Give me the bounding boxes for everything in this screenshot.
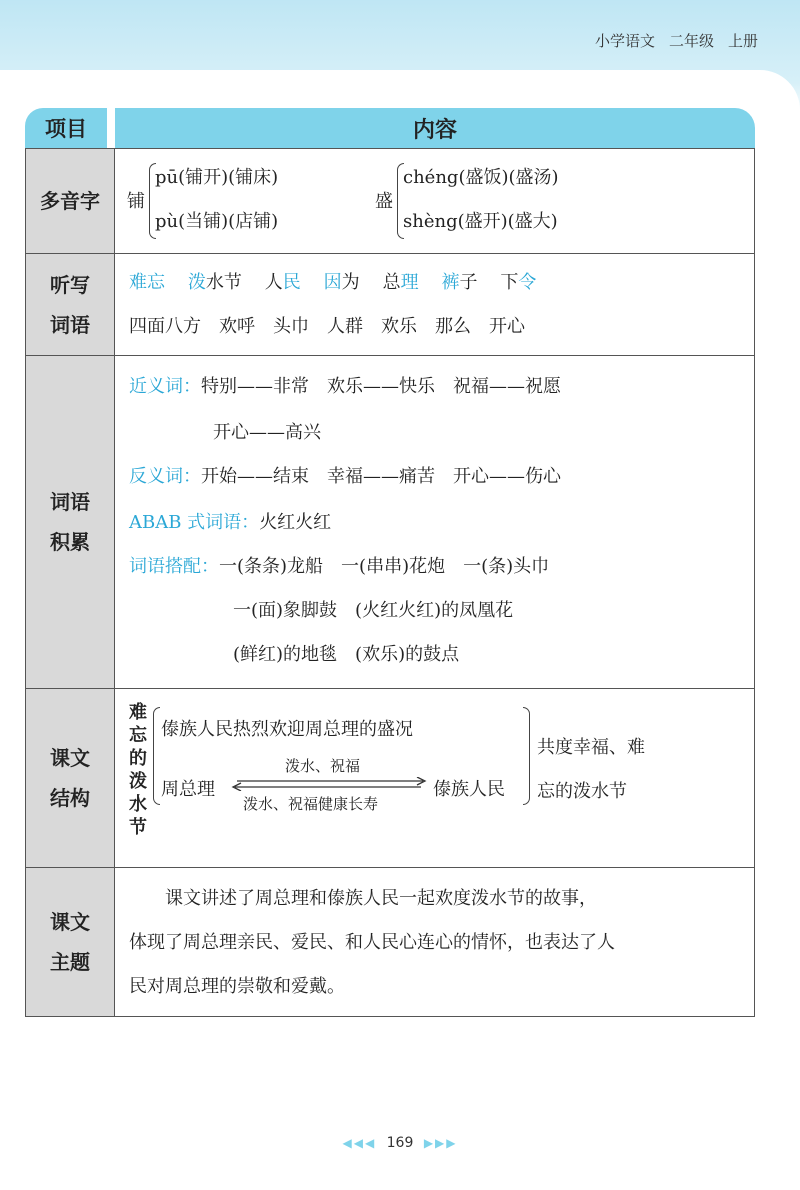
- header-content: 内容: [115, 108, 755, 148]
- synonyms-line-2: 开心——高兴: [213, 422, 321, 443]
- structure-summary-2: 忘的泼水节: [537, 781, 627, 802]
- abab-line: [129, 508, 331, 534]
- label-theme: [26, 868, 115, 1016]
- dictation-word-4b: 为: [341, 272, 360, 293]
- book-grade: 二年级: [668, 32, 714, 50]
- structure-left: 周总理: [161, 779, 215, 800]
- structure-brace-left: [153, 707, 160, 805]
- dictation-word-7b: 令: [518, 272, 537, 293]
- title-char: 泼: [129, 771, 147, 792]
- structure-title: [127, 701, 149, 839]
- dictation-line-1: [129, 268, 536, 294]
- dictation-line-2: 四面八方 欢呼 头巾 人群 欢乐 那么 开心: [129, 316, 525, 337]
- dictation-word-7a: 下: [500, 272, 519, 293]
- dictation-word-4a: 因: [323, 272, 342, 293]
- synonyms-label: 近义词：: [129, 376, 201, 397]
- dictation-word-3b: 民: [282, 272, 301, 293]
- header-band: [0, 0, 800, 118]
- label-structure-2: 结构: [50, 786, 90, 810]
- arrow-bottom-label: 泼水、祝福健康长寿: [243, 795, 379, 813]
- polyphone-2-reading-1: chéng(盛饭)(盛汤): [403, 167, 559, 188]
- theme-line-2: 体现了周总理亲民、爱民、和人民心连心的情怀，也表达了人: [129, 932, 615, 953]
- row-dictation: [26, 253, 754, 355]
- structure-summary-1: 共度幸福、难: [537, 737, 645, 758]
- label-vocab-2: 积累: [50, 530, 90, 554]
- label-structure: [26, 689, 115, 867]
- antonyms-text: 开始——结束 幸福——痛苦 开心——伤心: [201, 466, 561, 487]
- double-arrow-icon: [229, 777, 429, 791]
- title-char: 的: [129, 748, 147, 769]
- synonyms-text-1: 特别——非常 欢乐——快乐 祝福——祝愿: [201, 376, 561, 397]
- polyphone-char-2: 盛: [375, 191, 393, 212]
- summary-table: [25, 108, 755, 1017]
- polyphone-char-1: 铺: [127, 191, 145, 212]
- label-dictation: [26, 254, 115, 355]
- dictation-word-5b: 理: [400, 272, 419, 293]
- label-vocab-1: 词语: [50, 490, 90, 514]
- dictation-word-2a: 泼: [187, 272, 206, 293]
- synonyms-line-1: [129, 372, 561, 398]
- book-volume: 上册: [727, 32, 758, 50]
- page-number: 169: [386, 1135, 414, 1151]
- abab-label: ABAB 式词语：: [129, 512, 260, 533]
- polyphone-2-reading-2: shèng(盛开)(盛大): [403, 211, 558, 232]
- label-dictation-1: 听写: [50, 272, 90, 297]
- title-char: 节: [129, 817, 147, 838]
- polyphone-1-reading-1: pū(铺开)(铺床): [155, 167, 279, 188]
- label-vocab: [26, 356, 115, 688]
- dictation-word-2b: 水节: [205, 272, 242, 293]
- dictation-word-6a: 裤: [441, 272, 460, 293]
- collocation-line-2: 一(面)象脚鼓 (火红火红)的凤凰花: [233, 600, 514, 621]
- antonyms-line: [129, 462, 561, 488]
- collocation-text-1: 一(条条)龙船 一(串串)花炮 一(条)头巾: [219, 556, 550, 577]
- left-arrows-icon: ◀◀◀: [342, 1136, 377, 1150]
- structure-brace-right: [523, 707, 530, 805]
- dictation-word-3a: 人: [264, 272, 283, 293]
- label-theme-2: 主题: [50, 950, 90, 974]
- theme-line-3: 民对周总理的崇敬和爱戴。: [129, 976, 345, 997]
- dictation-content: [115, 254, 754, 355]
- collocation-line-1: [129, 552, 549, 578]
- polyphone-content: [115, 149, 754, 253]
- row-structure: [26, 688, 754, 867]
- theme-line-1: 课文讲述了周总理和傣族人民一起欢度泼水节的故事，: [165, 888, 597, 909]
- label-dictation-2: 词语: [50, 312, 90, 337]
- theme-content: [115, 868, 754, 1016]
- row-theme: [26, 867, 754, 1016]
- structure-right: 傣族人民: [433, 779, 505, 800]
- structure-line-1: 傣族人民热烈欢迎周总理的盛况: [161, 719, 413, 740]
- page-footer: [0, 1135, 800, 1151]
- label-theme-1: 课文: [50, 910, 90, 934]
- right-arrows-icon: ▶▶▶: [423, 1136, 458, 1150]
- structure-content: [115, 689, 754, 867]
- table-header: [25, 108, 755, 148]
- polyphone-1-reading-2: pù(当铺)(店铺): [155, 211, 279, 232]
- table-body: [25, 148, 755, 1017]
- book-info: [581, 30, 758, 51]
- vocab-content: [115, 356, 754, 688]
- book-subject: 小学语文: [594, 32, 655, 50]
- arrow-top-label: 泼水、祝福: [285, 757, 361, 775]
- dictation-word-1: 难忘: [129, 272, 165, 293]
- title-char: 难: [129, 702, 147, 723]
- header-item: 项目: [25, 108, 107, 148]
- dictation-word-5a: 总: [382, 272, 401, 293]
- collocation-line-3: (鲜红)的地毯 (欢乐)的鼓点: [233, 644, 460, 665]
- abab-text: 火红火红: [259, 512, 332, 533]
- label-polyphone: 多音字: [26, 149, 115, 253]
- title-char: 忘: [129, 725, 147, 746]
- row-vocab: [26, 355, 754, 688]
- title-char: 水: [129, 794, 147, 815]
- row-polyphone: [26, 148, 754, 253]
- label-structure-1: 课文: [50, 746, 90, 770]
- collocation-label: 词语搭配：: [129, 556, 219, 577]
- dictation-word-6b: 子: [459, 272, 478, 293]
- antonyms-label: 反义词：: [129, 466, 201, 487]
